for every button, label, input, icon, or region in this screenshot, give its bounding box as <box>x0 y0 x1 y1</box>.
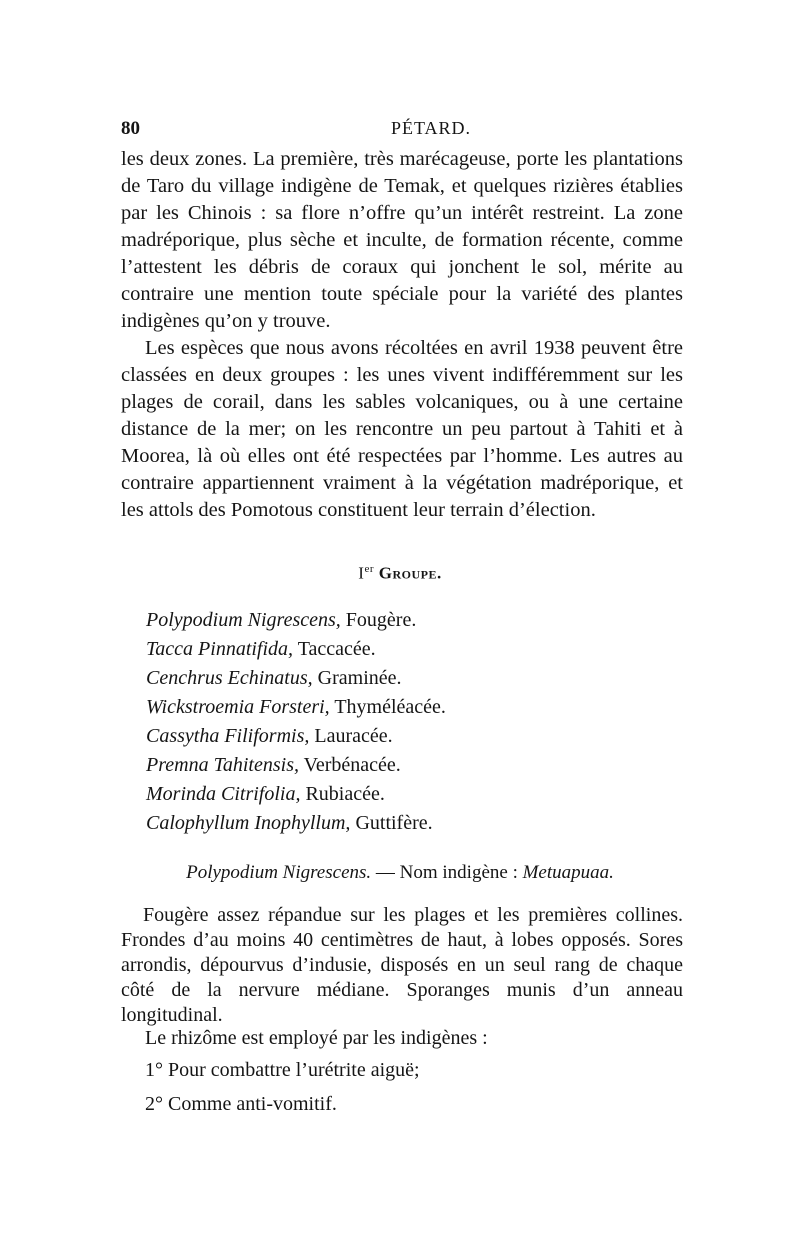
species-family: Taccacée. <box>297 638 376 660</box>
species-latin-name: Premna Tahitensis, <box>146 754 299 776</box>
page-header <box>121 118 681 144</box>
species-family: Thyméléacée. <box>334 696 446 718</box>
species-latin-name: Wickstroemia Forsteri, <box>146 696 330 718</box>
species-family: Rubiacée. <box>305 783 385 805</box>
group-numeral: I <box>358 563 365 583</box>
species-family: Fougère. <box>345 609 417 631</box>
species-list <box>146 606 446 838</box>
species-family: Lauracée. <box>314 725 393 747</box>
species-latin-name: Polypodium Nigrescens, <box>146 609 341 631</box>
species-latin-name: Cassytha Filiformis, <box>146 725 310 747</box>
running-head: PÉTARD. <box>390 118 472 138</box>
species-item <box>146 606 446 635</box>
entry-native-name: Metuapuaa. <box>522 862 614 883</box>
species-family: Guttifère. <box>355 812 433 834</box>
group-word: Groupe. <box>378 563 442 583</box>
species-item <box>146 780 446 809</box>
species-item <box>146 693 446 722</box>
description-paragraph: Fougère assez répandue sur les plages et les premières collines. Frondes d’au moins 40 centimètres de haut, à lobes opposés. Sores arrondis, dépourvus d’indusie, disposés en un seul rang de chaque côté de la nervure médiane. Sporanges munis d’un anneau longitudinal. <box>121 904 683 1026</box>
page-number: 80 <box>121 118 140 139</box>
entry-separator: — Nom indigène : <box>371 862 523 883</box>
body-paragraph-1: les deux zones. La première, très marécageuse, porte les plantations de Taro du village indigène de Temak, et quelques rizières établies par les Chinois : sa flore n’offre qu’un intérêt restreint. La zone madréporique, plus sèche et inculte, de formation récente, comme l’attestent les débris de coraux qui jonchent le sol, mérite au contraire une mention toute spéciale pour la variété des plantes indigènes qu’on y trouve. <box>121 148 683 332</box>
usage-item: 2° Comme anti-vomitif. <box>145 1093 337 1115</box>
body-paragraph-2: Les espèces que nous avons récoltées en avril 1938 peuvent être classées en deux groupes : les unes vivent indifféremment sur les plages de corail, dans les sables volcaniques, ou à une certaine distance de la mer; on les rencontre un peu partout à Tahiti et à Moorea, là où elles ont été respectées par l’homme. Les autres au contraire appartiennent vraiment à la végétation madréporique, et les attols des Pomotous constituent leur terrain d’élection. <box>121 337 683 521</box>
species-latin-name: Tacca Pinnatifida, <box>146 638 294 660</box>
species-family: Verbénacée. <box>303 754 401 776</box>
species-item <box>146 635 446 664</box>
usage-intro: Le rhizôme est employé par les indigènes : <box>145 1027 488 1049</box>
species-latin-name: Calophyllum Inophyllum, <box>146 812 351 834</box>
usage-item: 1° Pour combattre l’urétrite aiguë; <box>145 1059 420 1081</box>
entry-species-name: Polypodium Nigrescens. <box>186 862 372 883</box>
entry-title <box>0 862 800 884</box>
usage-list <box>145 1053 420 1121</box>
species-item <box>146 664 446 693</box>
species-item <box>146 809 446 838</box>
species-latin-name: Cenchrus Echinatus, <box>146 667 313 689</box>
species-item <box>146 722 446 751</box>
species-family: Graminée. <box>317 667 402 689</box>
group-numeral-superscript: er <box>364 563 374 575</box>
species-latin-name: Morinda Citrifolia, <box>146 783 301 805</box>
species-item <box>146 751 446 780</box>
group-heading <box>0 563 800 584</box>
